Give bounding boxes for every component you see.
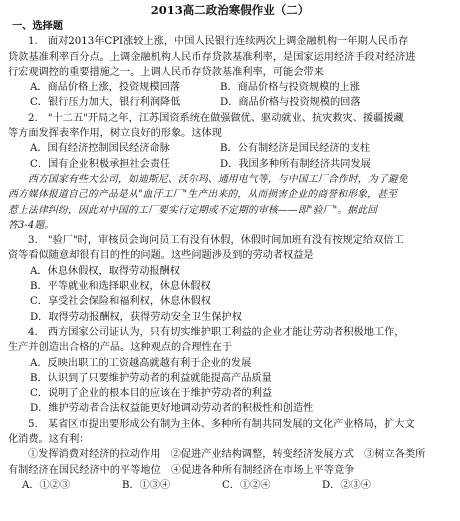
material-line-3: 惹上法律纠纷，因此对中国的工厂要实行定期或不定期的审核——即"验厂"。据此回 — [8, 204, 378, 216]
question-2-stem-line-2: 等方面发挥表率作用，树立良好的形象。这体现 — [8, 128, 222, 140]
question-1-options — [8, 80, 452, 111]
question-4 — [8, 325, 452, 417]
question-2-option-b: B．公有制经济是国民经济的支柱 — [220, 143, 371, 155]
question-1-option-b: B．商品价格与投资规模的上涨 — [220, 82, 360, 94]
question-5 — [8, 417, 452, 493]
question-3-option-d: D．取得劳动报酬权，获得劳动安全卫生保护权 — [30, 311, 242, 323]
material-line-1: 西方国家有些大公司，如迪斯尼、沃尔玛、通用电气等，与中国工厂合作时，为了避免 — [28, 173, 408, 185]
question-5-option-c: C．①②④ — [222, 479, 271, 491]
question-5-options — [8, 478, 452, 493]
question-2-options — [8, 141, 452, 172]
question-4-option-b: B．认识到了只要维护劳动者的利益就能提高产品质量 — [30, 372, 272, 384]
material-line-4: 答3-4题。 — [8, 219, 55, 231]
question-5-option-d: D．②③④ — [322, 479, 371, 491]
worksheet-title: 2013高二政治寒假作业（二） — [150, 3, 310, 17]
question-5-stem-line-3: ①发挥消费对经济的拉动作用 ②促进产业结构调整，转变经济发展方式 ③树立各类所 — [28, 449, 426, 461]
question-2-stem-line-1: 2. "十二五"开局之年，江苏国资系统在做强做优、驱动就业、抗灾救灾、援疆援藏 — [28, 112, 404, 124]
question-5-option-b: B．①③④ — [122, 479, 171, 491]
question-4-option-c: C．说明了企业的根本目的应该在于维护劳动者的利益 — [30, 388, 273, 400]
question-5-stem-line-4: 有制经济在国民经济中的平等地位 ④促进各种所有制经济在市场上平等竞争 — [8, 464, 355, 476]
question-2-option-c: C．国有企业积极承担社会责任 — [30, 158, 171, 170]
reading-material — [8, 172, 452, 233]
question-3-stem-line-1: 3. "验厂"时，审核员会询问员工有没有休假，休假时间加班有没有按规定给双倍工 — [28, 235, 404, 247]
question-1-option-d: D．商品价格与投资规模的回落 — [220, 97, 361, 109]
question-5-stem-line-1: 5. 某省区市提出要形成公有制为主体、多种所有制共同发展的文化产业格局，扩大文 — [28, 418, 415, 430]
question-3-stem-line-2: 资等看似随意却很有目的性的问题。这些问题涉及到的劳动者权益是 — [8, 250, 314, 262]
question-3-option-b: B．平等就业和选择职业权，休息休假权 — [30, 281, 211, 293]
section-heading: 一、选择题 — [12, 20, 63, 32]
question-1-stem-line-1: 1. 面对2013年CPI涨较上涨，中国人民银行连续两次上调金融机构一年期人民币存 — [28, 36, 409, 48]
question-3-option-a: A．休息休假权，取得劳动报酬权 — [30, 265, 180, 277]
question-4-stem-line-2: 生产并创造出合格的产品。这种观点的合理性在于 — [8, 342, 233, 354]
question-3 — [8, 233, 452, 325]
question-4-stem-line-1: 4. 西方国家公司证认为，只有切实维护职工利益的企业才能让劳动者积极地工作， — [28, 326, 405, 338]
question-5-option-a: A．①②③ — [22, 479, 71, 491]
question-1-option-a: A．商品价格上涨，投资规模回落 — [30, 82, 180, 94]
question-3-option-c: C．享受社会保险和福利权，休息休假权 — [30, 296, 211, 308]
question-2-option-a: A．国有经济控制国民经济命脉 — [30, 143, 170, 155]
question-5-stem-line-2: 化消费。这有利： — [8, 434, 90, 446]
question-1 — [8, 34, 452, 110]
question-2 — [8, 111, 452, 172]
question-2-option-d: D．我国多种所有制经济共同发展 — [220, 158, 371, 170]
question-1-stem-line-3: 行宏观调控的重要措施之一。上调人民币存贷款基准利率，可能会带来 — [8, 66, 324, 78]
question-1-option-c: C．银行压力加大，银行利润降低 — [30, 97, 181, 109]
question-1-stem-line-2: 贷款基准利率百分点。上调金融机构人民币存贷款基准利率，是国家运用经济手段对经济进 — [8, 51, 416, 63]
question-4-option-d: D．维护劳动者合法权益能更好地调动劳动者的积极性和创造性 — [30, 403, 314, 415]
material-line-2: 西方媒体报道自己的产品是从"血汗工厂"生产出来的，从而损害企业的商誉和形象，甚至 — [8, 189, 398, 201]
question-4-option-a: A．反映出职工的工资越高就越有利于企业的发展 — [30, 357, 252, 369]
